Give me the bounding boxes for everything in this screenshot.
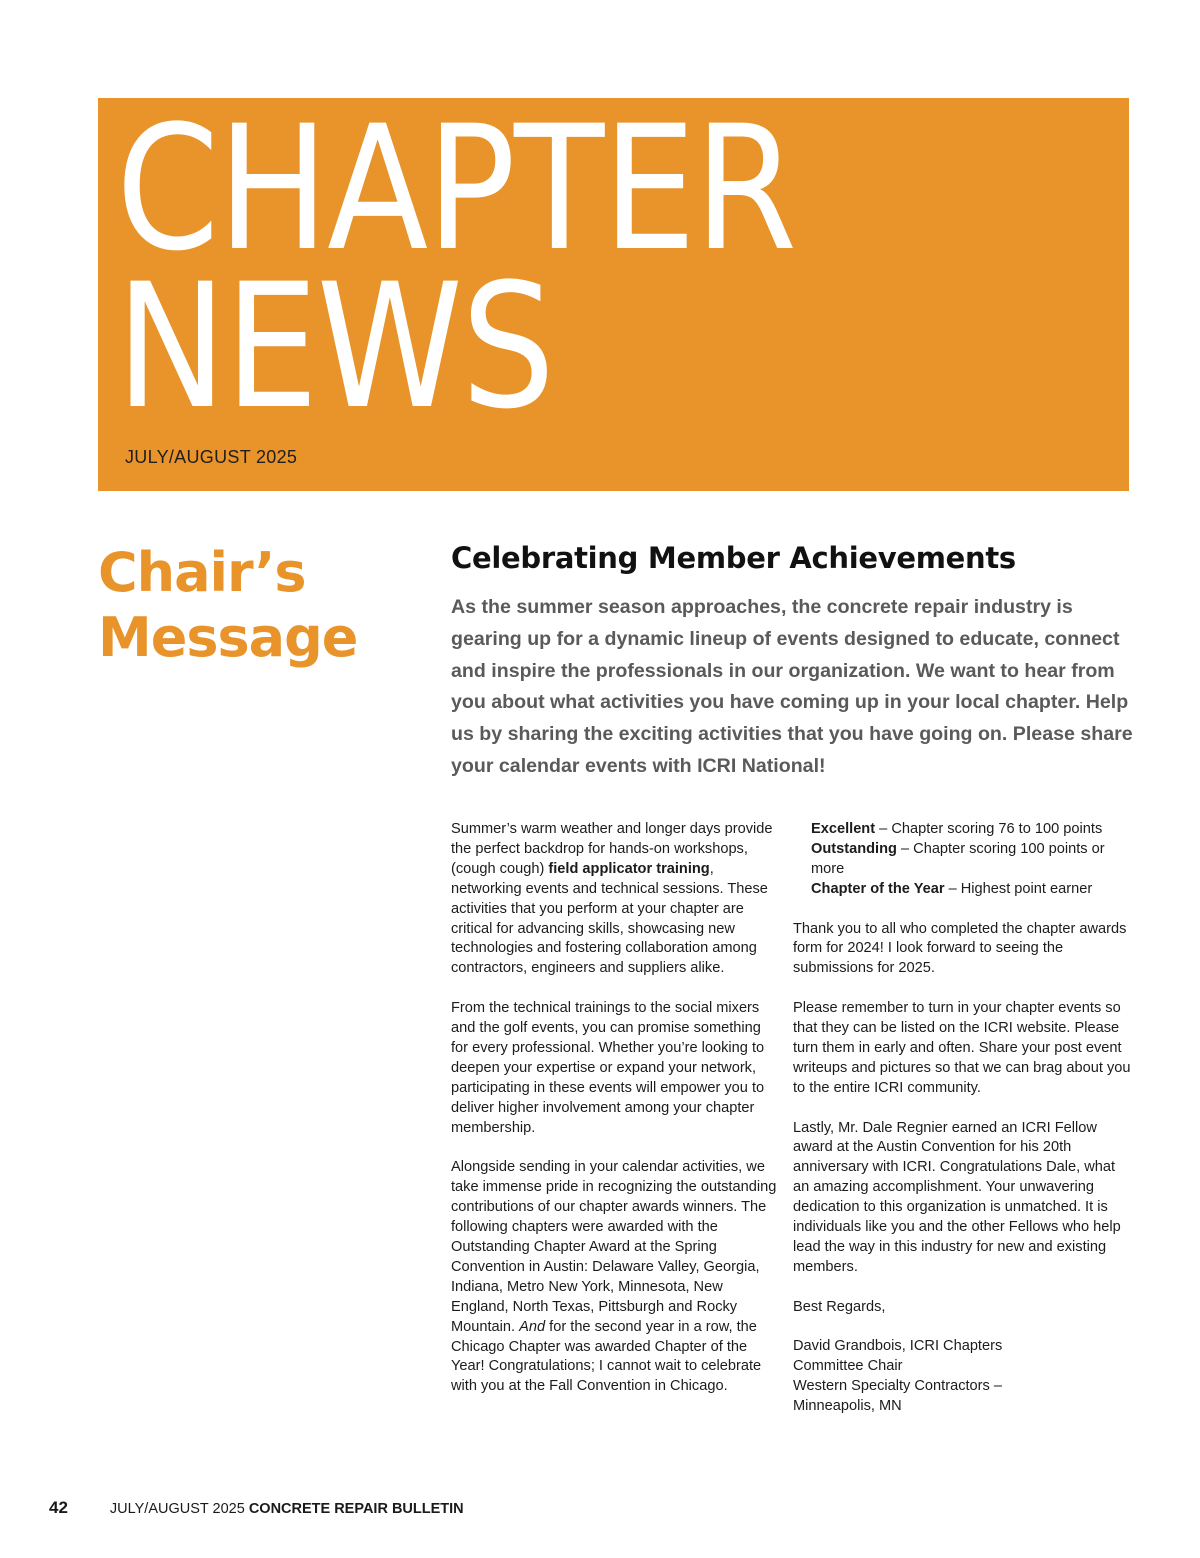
paragraph-2: From the technical trainings to the social mixers and the golf events, you can promise something for every professional. Whether you’re looking to deepen your expertise or expand your network, participating in these events will empower you to deliver higher involvement among your chapter membership. <box>451 1000 765 1136</box>
paragraph-1-end: , networking events and technical sessions. These activities that you perform at your chapter are critical for advancing skills, showcasing new technologies and fostering collaboration among contractors, engineers and suppliers alike. <box>451 860 768 977</box>
section-title-line-2: Message <box>98 606 358 669</box>
article-column-left <box>451 820 781 1397</box>
paragraph-5: Please remember to turn in your chapter events so that they can be listed on the ICRI website. Please turn them in early and often. Share your post event writeups and pictures so that we can brag about you to the entire ICRI community. <box>793 1000 1131 1096</box>
banner-issue-date: JULY/AUGUST 2025 <box>125 447 298 467</box>
paragraph-1-start: Summer’s warm weather and longer days provide the perfect backdrop for hands-on workshops, (cough cough) <box>451 821 773 877</box>
paragraph-3-end: for the second year in a row, the Chicago Chapter was awarded Chapter of the Year! Congratulations; I cannot wait to celebrate with you at the Fall Convention in Chicago. <box>451 1318 762 1395</box>
paragraph-1 <box>451 820 781 979</box>
section-title <box>98 540 357 670</box>
signature-block <box>793 1337 1133 1417</box>
paragraph-3 <box>451 1158 781 1397</box>
award-level-desc: – Chapter scoring 100 points or more <box>811 840 1105 877</box>
section-title-line-1: Chair’s <box>98 541 306 604</box>
paragraph-4: Thank you to all who completed the chapter awards form for 2024! I look forward to seeing the submissions for 2025. <box>793 920 1127 977</box>
signature-line-1: David Grandbois, ICRI Chapters <box>793 1338 1003 1355</box>
footer-publication: CONCRETE REPAIR BULLETIN <box>248 1501 464 1517</box>
award-level-name: Excellent <box>811 821 876 837</box>
chapter-news-banner <box>98 88 1129 491</box>
signature-line-2: Committee Chair <box>793 1358 903 1375</box>
banner-title-line-2: NEWS <box>116 246 554 447</box>
banner-title-line-1: CHAPTER <box>116 88 796 289</box>
award-level-item <box>811 840 1133 880</box>
signature-line-4: Minneapolis, MN <box>793 1398 902 1415</box>
footer-issue: JULY/AUGUST 2025 <box>109 1501 249 1517</box>
award-levels-list <box>811 820 1133 900</box>
closing-line: Best Regards, <box>793 1298 886 1315</box>
signature-line-3: Western Specialty Contractors – <box>793 1378 1002 1395</box>
paragraph-6: Lastly, Mr. Dale Regnier earned an ICRI Fellow award at the Austin Convention for his 20th anniversary with ICRI. Congratulations Dale, what an amazing accomplishment. Your unwavering dedication to this organization is unmatched. It is individuals like you and the other Fellows who help lead the way in this industry for new and existing members. <box>793 1119 1121 1275</box>
paragraph-3-start: Alongside sending in your calendar activities, we take immense pride in recognizing the outstanding contributions of our chapter awards winners. The following chapters were awarded with the Outstanding Chapter Award at the Spring Convention in Austin: Delaware Valley, Georgia, Indiana, Metro New York, Minnesota, New England, North Texas, Pittsburgh and Rocky Mountain. <box>451 1159 777 1335</box>
page-number: 42 <box>49 1498 68 1517</box>
award-level-desc: – Highest point earner <box>944 880 1093 897</box>
award-level-item <box>811 820 1133 840</box>
award-level-desc: – Chapter scoring 76 to 100 points <box>875 821 1103 837</box>
paragraph-3-italic: And <box>519 1318 546 1335</box>
award-level-name: Outstanding <box>811 840 897 857</box>
article-intro: As the summer season approaches, the concrete repair industry is gearing up for a dynamic lineup of events designed to educate, connect and inspire the professionals in our organization. We want to hear from you about what activities you have coming up in your local chapter. Help us by sharing the exciting activities that you have going on. Please share your calendar events with ICRI National! <box>451 596 1133 777</box>
article-column-right <box>793 820 1133 1417</box>
award-level-name: Chapter of the Year <box>811 880 945 897</box>
article-headline: Celebrating Member Achievements <box>451 541 1016 575</box>
paragraph-1-bold: field applicator training <box>548 860 710 877</box>
award-level-item <box>811 880 1133 900</box>
page-footer <box>49 1498 464 1518</box>
banner-title <box>116 88 796 447</box>
